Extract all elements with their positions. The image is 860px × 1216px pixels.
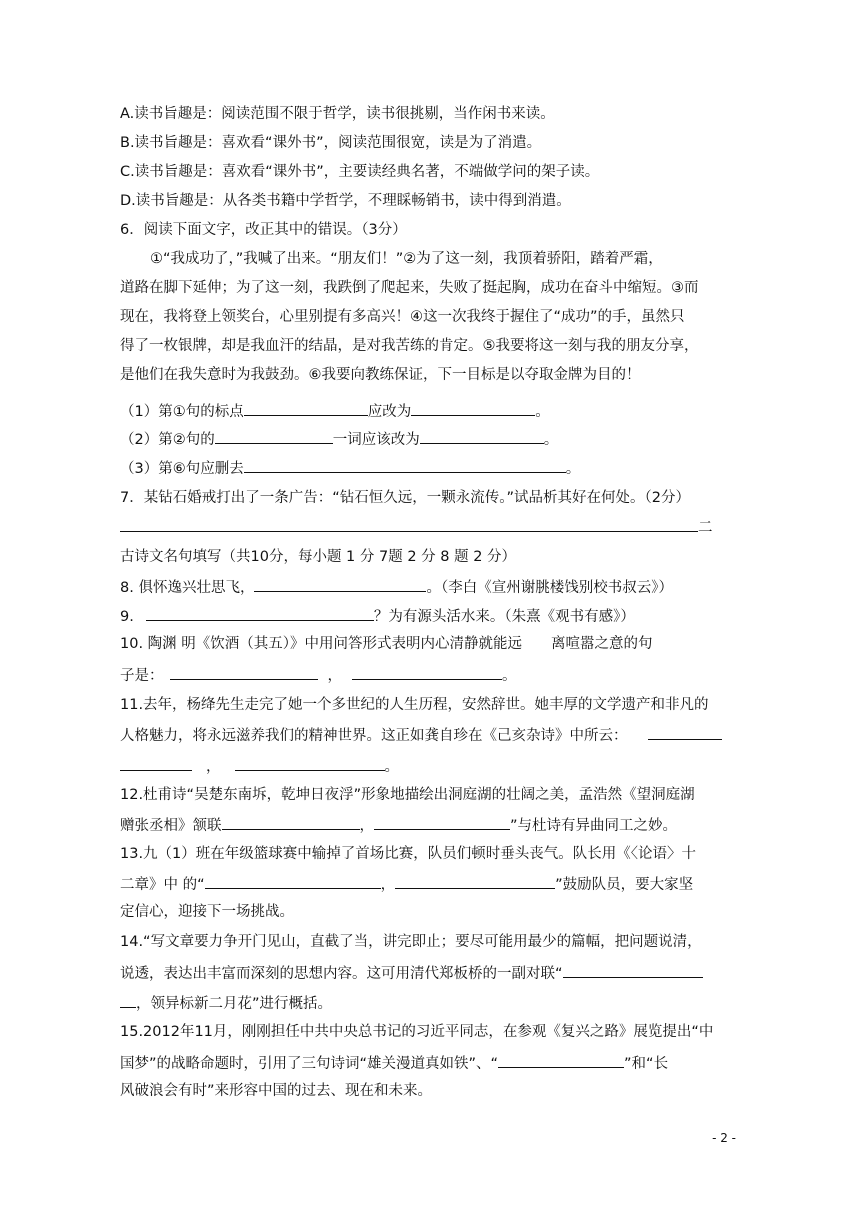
question-14-end: ，领异标新二月花”进行概括。 — [136, 996, 333, 1012]
question-13-line-2 — [120, 871, 740, 895]
question-6: 6．阅读下面文字，改正其中的错误。（3分） — [120, 222, 407, 238]
subquestion-2-mid: 一词应该改为 — [332, 432, 420, 448]
section-number: 二 — [698, 520, 713, 536]
subquestion-1-prompt: （1）第①句的标点 — [120, 404, 244, 420]
option-a: A.读书旨趣是：阅读范围不限于哲学，读书很挑剔，当作闲书来读。 — [120, 106, 555, 122]
answer-blank[interactable] — [244, 398, 368, 416]
subquestion-3-end: 。 — [565, 461, 581, 477]
passage-line-4: 得了一枚银牌，却是我血汗的结晶，是对我苦练的肯定。⑤我要将这一刻与我的朋友分享， — [120, 338, 699, 354]
question-10: 10. 陶渊 明《饮酒（其五）》中用问答形式表明内心清静就能远 离喧嚣之意的句 — [120, 636, 653, 652]
subquestion-3 — [120, 455, 740, 479]
question-13-line-3: 定信心，迎接下一场挑战。 — [120, 904, 294, 920]
section-2-heading: 古诗文名句填写（共10分，每小题 1 分 7题 2 分 8 题 2 分） — [120, 549, 517, 565]
question-15-line-2 — [120, 1050, 740, 1074]
answer-blank[interactable] — [235, 753, 385, 771]
answer-blank[interactable] — [563, 960, 703, 978]
question-15-prompt: 国梦”的战略命题时，引用了三句诗词“雄关漫道真如铁”、“ — [120, 1056, 499, 1072]
answer-blank[interactable] — [205, 871, 381, 889]
comma: ， — [327, 668, 342, 684]
option-d: D.读书旨趣是：从各类书籍中学哲学，不理睬畅销书，读中得到消遣。 — [120, 193, 571, 209]
question-8-source: 。（李白《宣州谢朓楼饯别校书叔云》） — [426, 580, 673, 596]
question-9-source: ？为有源头活水来。（朱熹《观书有感》） — [373, 609, 635, 625]
question-8-prompt: 8. 俱怀逸兴壮思飞， — [120, 580, 255, 596]
question-14-prompt: 说透，表达出丰富而深刻的思想内容。这可用清代郑板桥的一副对联“ — [120, 966, 563, 982]
question-7: 7．某钻石婚戒打出了一条广告：“钻石恒久远，一颗永流传。”试品析其好在何处。（2分） — [120, 490, 690, 506]
passage-line-2: 道路在脚下延伸；为了这一刻，我跌倒了爬起来，失败了挺起胸，成功在奋斗中缩短。③而 — [120, 280, 699, 296]
subquestion-2-prompt: （2）第②句的 — [120, 432, 215, 448]
answer-blank[interactable] — [222, 812, 360, 830]
question-12-prompt: 赠张丞相》颔联 — [120, 818, 222, 834]
question-14-line-1: 14.“写文章要力争开门见山，直截了当，讲完即止；要尽可能用最少的篇幅，把问题说清， — [120, 934, 702, 950]
answer-blank[interactable] — [411, 398, 535, 416]
question-11-line-1: 11.去年，杨绛先生走完了她一个多世纪的人生历程，安然辞世。她丰厚的文学遗产和非凡的 — [120, 697, 709, 713]
question-7-answer-line — [120, 514, 740, 538]
answer-blank[interactable] — [420, 426, 544, 444]
question-14-line-3 — [120, 990, 740, 1014]
subquestion-3-prompt: （3）第⑥句应删去 — [120, 461, 244, 477]
answer-blank[interactable] — [215, 426, 333, 444]
answer-blank[interactable] — [254, 574, 426, 592]
question-8 — [120, 574, 740, 598]
subquestion-1 — [120, 398, 740, 422]
question-12-line-2 — [120, 812, 740, 836]
question-14-line-2 — [120, 960, 740, 984]
question-9-number: 9. — [120, 609, 134, 625]
answer-blank[interactable] — [170, 662, 318, 680]
passage-line-5: 是他们在我失意时为我鼓劲。⑥我要向教练保证，下一目标是以夺取金牌为目的！ — [120, 367, 641, 383]
question-11-prompt: 人格魅力，将永远滋养我们的精神世界。这正如龚自珍在《己亥杂诗》中所云： — [120, 728, 628, 744]
subquestion-1-mid: 应改为 — [367, 404, 412, 420]
answer-blank[interactable] — [374, 812, 510, 830]
question-15-line-3: 风破浪会有时”来形容中国的过去、现在和未来。 — [120, 1083, 433, 1099]
comma: ， — [359, 818, 374, 834]
answer-blank[interactable] — [120, 753, 192, 771]
question-12-end: ”与杜诗有异曲同工之妙。 — [510, 818, 678, 834]
answer-blank[interactable] — [146, 603, 374, 621]
passage-line-3: 现在，我将登上领奖台，心里别提有多高兴！④这一次我终于握住了“成功”的手，虽然只 — [120, 309, 685, 325]
answer-blank[interactable] — [648, 722, 722, 740]
page-number: - 2 - — [712, 1131, 736, 1145]
answer-blank[interactable] — [498, 1050, 624, 1068]
question-15-line-1: 15.2012年11月，刚刚担任中共中央总书记的习近平同志，在参观《复兴之路》展览提出“中 — [120, 1024, 714, 1040]
question-13-mid: ”鼓励队员，要大家坚 — [555, 877, 694, 893]
question-15-mid: ”和“长 — [624, 1056, 669, 1072]
option-b: B.读书旨趣是：喜欢看“课外书”，阅读范围很宽，读是为了消遣。 — [120, 135, 542, 151]
question-13-line-1: 13.九（1）班在年级篮球赛中输掉了首场比赛，队员们顿时垂头丧气。队长用《〈论语〉十 — [120, 846, 697, 862]
subquestion-2-end: 。 — [543, 432, 559, 448]
question-12-line-1: 12.杜甫诗“吴楚东南坼，乾坤日夜浮”形象地描绘出洞庭湖的壮阔之美，孟浩然《望洞庭湖 — [120, 787, 695, 803]
question-9 — [120, 603, 740, 627]
answer-blank[interactable] — [120, 514, 698, 532]
comma: ， — [380, 877, 396, 893]
subquestion-1-end: 。 — [535, 404, 550, 420]
question-10-prompt: 子是： — [120, 668, 164, 684]
period: 。 — [502, 668, 517, 684]
question-10-answer — [120, 662, 740, 686]
answer-blank[interactable] — [244, 455, 566, 473]
answer-blank[interactable] — [120, 990, 136, 1008]
subquestion-2 — [120, 426, 740, 450]
comma: ， — [206, 759, 221, 775]
answer-blank[interactable] — [395, 871, 555, 889]
question-11-line-2 — [120, 722, 740, 746]
passage-line-1: ①“我成功了，”我喊了出来。“朋友们！”②为了这一刻，我顶着骄阳，踏着严霜， — [150, 251, 663, 267]
answer-blank[interactable] — [352, 662, 502, 680]
period: 。 — [384, 759, 399, 775]
question-13-prompt: 二章》中 的“ — [120, 877, 205, 893]
question-11-line-3 — [120, 753, 740, 777]
option-c: C.读书旨趣是：喜欢看“课外书”，主要读经典名著，不端做学问的架子读。 — [120, 164, 600, 180]
